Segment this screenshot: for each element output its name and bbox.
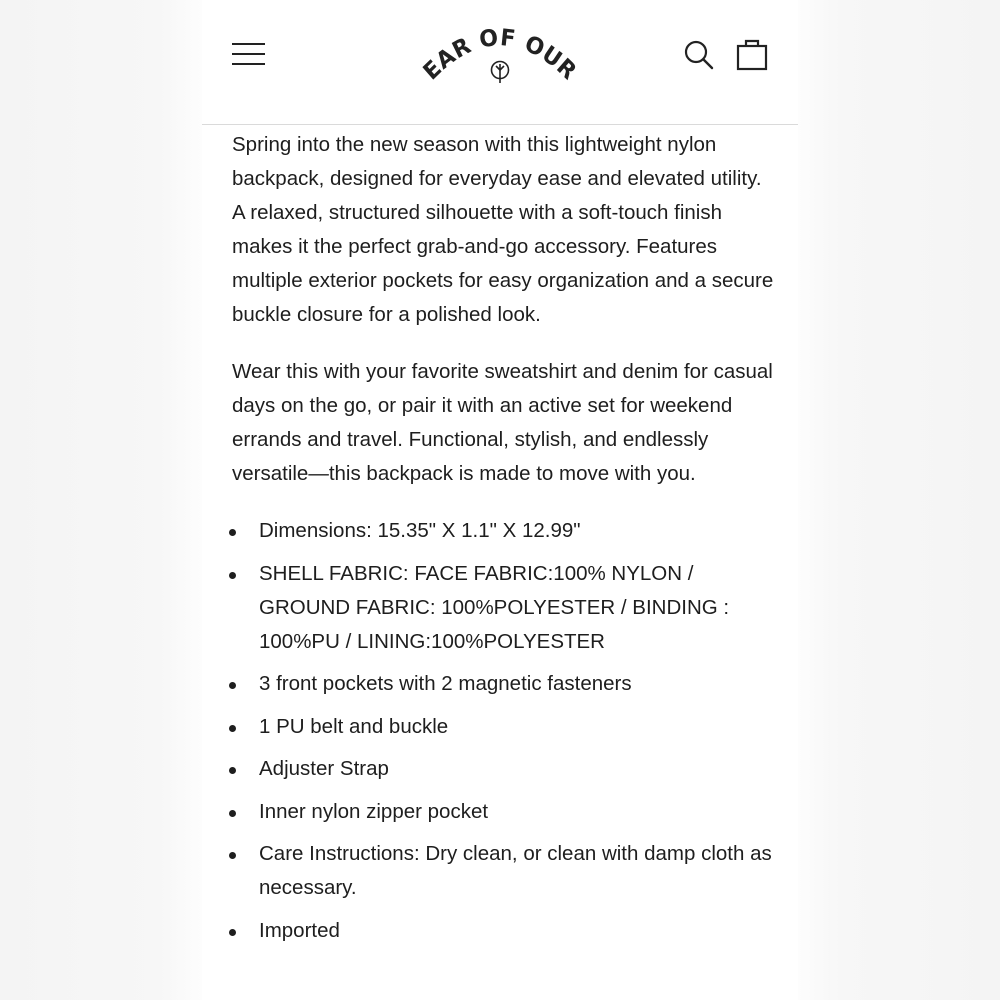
logo-mark [420, 18, 580, 98]
mobile-page [202, 0, 798, 1000]
feature-item: Adjuster Strap [232, 752, 777, 786]
site-header [202, 0, 798, 125]
feature-list [232, 514, 777, 948]
search-icon[interactable] [682, 38, 716, 72]
shopping-bag-icon[interactable] [735, 36, 769, 72]
brand-logo[interactable] [420, 18, 580, 98]
feature-item: 1 PU belt and buckle [232, 710, 777, 744]
hamburger-menu-icon[interactable] [232, 40, 266, 68]
feature-item: 3 front pockets with 2 magnetic fasteners [232, 667, 777, 701]
feature-item: Inner nylon zipper pocket [232, 795, 777, 829]
feature-item: SHELL FABRIC: FACE FABRIC:100% NYLON / GROUND FABRIC: 100%POLYESTER / BINDING : 100%PU / LINING:100%POLYESTER [232, 557, 777, 659]
description-paragraph: Wear this with your favorite sweatshirt and denim for casual days on the go, or pair it with an active set for weekend errands and travel. Functional, stylish, and endlessly versatile—this backpack is made to move with you. [232, 360, 773, 485]
feature-item: Care Instructions: Dry clean, or clean with damp cloth as necessary. [232, 837, 777, 905]
product-description [232, 128, 777, 956]
description-paragraph: Spring into the new season with this lightweight nylon backpack, designed for everyday ease and elevated utility. A relaxed, structured silhouette with a soft-touch finish makes it the perfect grab-and-go accessory. Features multiple exterior pockets for easy organization and a secure buckle closure for a polished look. [232, 133, 774, 326]
feature-item: Imported [232, 914, 777, 948]
svg-text:YEAR OF OURS: EAR OF OUR [420, 24, 580, 86]
feature-item: Dimensions: 15.35" X 1.1" X 12.99" [232, 514, 777, 548]
